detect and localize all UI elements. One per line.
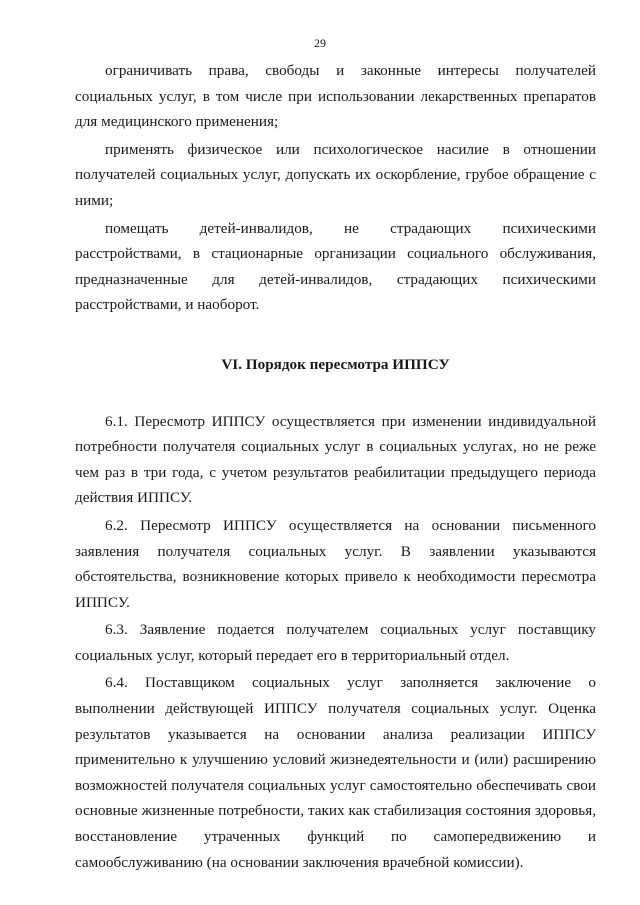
document-body [75,58,596,877]
paragraph-6-1: 6.1. Пересмотр ИППСУ осуществляется при изменении индивидуальной потребности получателя социальных услуг в социальных услугах, но не реже чем раз в три года, с учетом результатов реабилитации предыдущего периода действия ИППСУ. [75,412,596,507]
paragraph-violence: применять физическое или психологическое насилие в отношении получателей социальных услуг, допускать их оскорбление, грубое обращение с ними; [75,140,596,209]
paragraph-placement: помещать детей-инвалидов, не страдающих психическими расстройствами, в стационарные организации социального обслуживания, предназначенные для детей-инвалидов, страдающих психическими расстройствами, и наоборот. [75,219,596,314]
paragraph-6-4: 6.4. Поставщиком социальных услуг заполняется заключение о выполнении действующей ИППСУ получателя социальных услуг. Оценка результатов указывается на основании анализа реализации ИППСУ применительно к улучшению условий жизнедеятельности и (или) расширению возможностей получателя социальных услуг самостоятельно обеспечивать свои основные жизненные потребности, таких как стабилизация состояния здоровья, восстановление утраченных функций по самопередвижению и самообслуживанию (на основании заключения врачебной комиссии). [75,674,596,871]
paragraph-6-2: 6.2. Пересмотр ИППСУ осуществляется на основании письменного заявления получателя социальных услуг. В заявлении указываются обстоятельства, возникновение которых привело к необходимости пересмотра ИППСУ. [75,516,596,611]
page-number: 29 [314,36,326,50]
section-heading: VI. Порядок пересмотра ИППСУ [221,355,450,373]
paragraph-6-3: 6.3. Заявление подается получателем социальных услуг поставщику социальных услуг, который передает его в территориальный отдел. [75,621,596,664]
paragraph-restrict-rights: ограничивать права, свободы и законные интересы получателей социальных услуг, в том числе при использовании лекарственных препаратов для медицинского применения; [75,62,596,131]
